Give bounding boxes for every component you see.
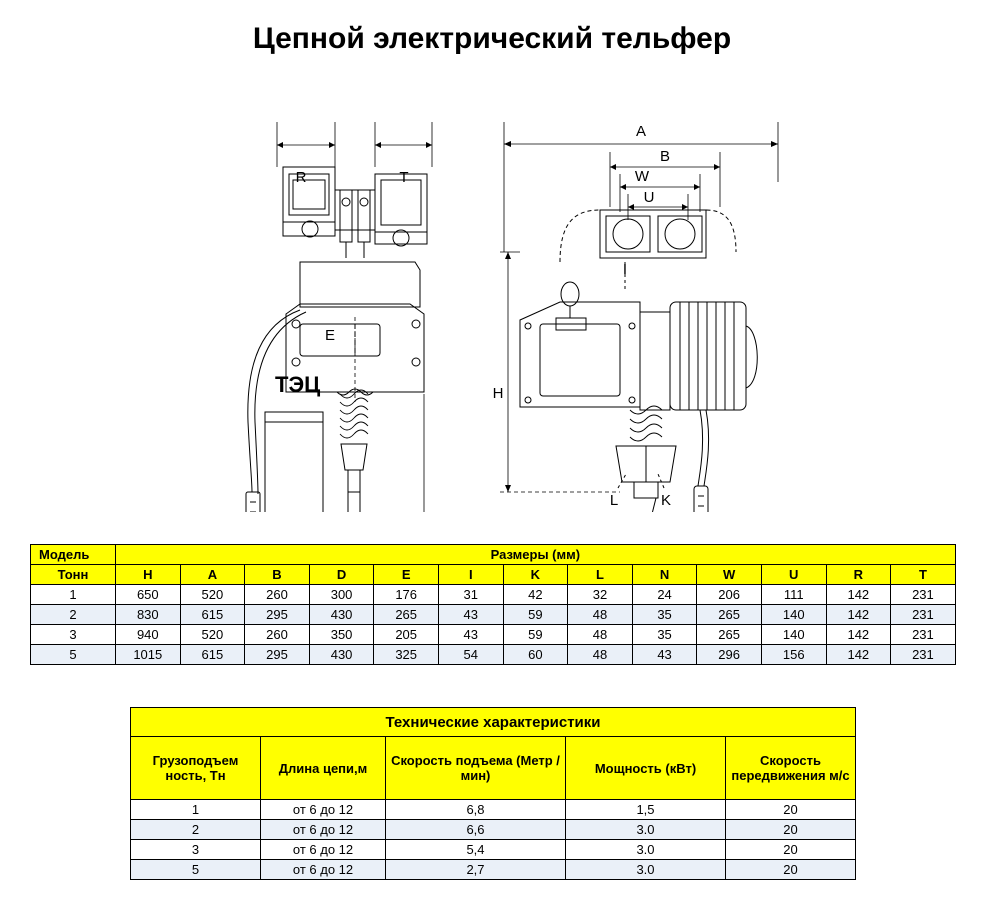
dim-col-U: U: [761, 565, 826, 585]
page-title: Цепной электрический тельфер: [252, 22, 732, 55]
dim-cell: 48: [568, 645, 633, 665]
dim-cell: 940: [116, 625, 181, 645]
dim-label-B: B: [659, 148, 671, 165]
dim-label-U: U: [643, 189, 655, 206]
dim-cell: 265: [697, 605, 762, 625]
tech-cell: 2: [131, 820, 261, 840]
dim-cell: 43: [438, 625, 503, 645]
dim-cell: 300: [309, 585, 374, 605]
dim-model-header: Модель: [31, 545, 116, 565]
tech-cell: 5: [131, 860, 261, 880]
dim-col-D: D: [309, 565, 374, 585]
dim-cell: 295: [245, 645, 310, 665]
table-row: [131, 708, 856, 737]
tech-col-chain-length: Длина цепи,м: [261, 737, 386, 800]
dim-cell: 430: [309, 605, 374, 625]
dim-cell: 35: [632, 625, 697, 645]
dim-cell: 615: [180, 605, 245, 625]
dim-cell: 205: [374, 625, 439, 645]
dim-row-model: 5: [31, 645, 116, 665]
table-row: [31, 645, 956, 665]
dim-row-model: 3: [31, 625, 116, 645]
table-row: [31, 605, 956, 625]
dim-cell: 1015: [116, 645, 181, 665]
dim-cell: 35: [632, 605, 697, 625]
device-label: ТЭЦ: [275, 372, 321, 397]
dim-cell: 59: [503, 625, 568, 645]
tech-cell: 1: [131, 800, 261, 820]
dim-H: [500, 252, 620, 492]
tech-cell: от 6 до 12: [261, 800, 386, 820]
dim-col-R: R: [826, 565, 891, 585]
dim-label-I: I: [622, 261, 628, 278]
dim-col-T: T: [891, 565, 956, 585]
dim-cell: 142: [826, 625, 891, 645]
dim-cell: 650: [116, 585, 181, 605]
dim-cell: 156: [761, 645, 826, 665]
dim-col-L: L: [568, 565, 633, 585]
dimensions-table: [30, 544, 956, 665]
tech-cell: 5,4: [386, 840, 566, 860]
tech-cell: 20: [726, 820, 856, 840]
dim-col-E: E: [374, 565, 439, 585]
dim-label-K: K: [660, 492, 672, 509]
dim-col-K: K: [503, 565, 568, 585]
dim-cell: 32: [568, 585, 633, 605]
dim-cell: 265: [374, 605, 439, 625]
table-row: [31, 545, 956, 565]
tech-cell: 1,5: [566, 800, 726, 820]
dim-label-H: H: [492, 385, 504, 402]
dim-cell: 43: [632, 645, 697, 665]
dim-row-model: 2: [31, 605, 116, 625]
dim-cell: 520: [180, 625, 245, 645]
tech-specs-table: [130, 707, 856, 880]
tech-cell: 6,8: [386, 800, 566, 820]
dim-col-H: H: [116, 565, 181, 585]
tech-cell: от 6 до 12: [261, 860, 386, 880]
dim-label-L: L: [609, 492, 619, 509]
table-row: [131, 800, 856, 820]
dim-label-W: W: [634, 168, 650, 185]
tech-col-capacity: Грузоподъем ность, Тн: [131, 737, 261, 800]
table-row: [131, 737, 856, 800]
dim-T: [375, 122, 432, 167]
tech-col-lift-speed: Скорость подъема (Метр / мин): [386, 737, 566, 800]
tech-cell: 20: [726, 860, 856, 880]
table-row: [31, 585, 956, 605]
dim-sizes-header: Размеры (мм): [116, 545, 956, 565]
dim-cell: 176: [374, 585, 439, 605]
dim-cell: 265: [697, 625, 762, 645]
dim-cell: 59: [503, 605, 568, 625]
dim-cell: 48: [568, 625, 633, 645]
dim-cell: 520: [180, 585, 245, 605]
table-row: [131, 820, 856, 840]
dim-cell: 142: [826, 585, 891, 605]
dim-cell: 430: [309, 645, 374, 665]
dim-label-A: A: [635, 123, 647, 140]
dim-cell: 615: [180, 645, 245, 665]
dim-col-B: B: [245, 565, 310, 585]
dim-cell: 231: [891, 585, 956, 605]
tech-cell: от 6 до 12: [261, 820, 386, 840]
dim-col-N: N: [632, 565, 697, 585]
table-row: [31, 565, 956, 585]
tech-col-power: Мощность (кВт): [566, 737, 726, 800]
tech-cell: 3.0: [566, 820, 726, 840]
dim-cell: 296: [697, 645, 762, 665]
dim-cell: 42: [503, 585, 568, 605]
tech-cell: 2,7: [386, 860, 566, 880]
dim-R: [277, 122, 335, 167]
drawing-svg: [0, 62, 984, 512]
tech-cell: 3.0: [566, 860, 726, 880]
dim-cell: 48: [568, 605, 633, 625]
tech-cell: от 6 до 12: [261, 840, 386, 860]
dim-cell: 295: [245, 605, 310, 625]
dim-cell: 231: [891, 625, 956, 645]
dim-cell: 111: [761, 585, 826, 605]
dim-cell: 60: [503, 645, 568, 665]
tech-cell: 20: [726, 800, 856, 820]
table-row: [131, 840, 856, 860]
dim-cell: 231: [891, 645, 956, 665]
tech-title: Технические характеристики: [131, 708, 856, 737]
table-row: [131, 860, 856, 880]
technical-drawing: [0, 62, 984, 512]
dim-cell: 142: [826, 605, 891, 625]
dim-col-I: I: [438, 565, 503, 585]
dim-cell: 24: [632, 585, 697, 605]
dim-row-model: 1: [31, 585, 116, 605]
tech-cell: 20: [726, 840, 856, 860]
tech-cell: 3.0: [566, 840, 726, 860]
dim-cell: 231: [891, 605, 956, 625]
dim-cell: 31: [438, 585, 503, 605]
dim-cell: 325: [374, 645, 439, 665]
dim-cell: 260: [245, 625, 310, 645]
dim-cell: 830: [116, 605, 181, 625]
dim-label-R: R: [295, 169, 307, 186]
dim-unit-header: Тонн: [31, 565, 116, 585]
tech-col-travel-speed: Скорость передвижения м/с: [726, 737, 856, 800]
dim-cell: 140: [761, 605, 826, 625]
dim-cell: 140: [761, 625, 826, 645]
tech-cell: 3: [131, 840, 261, 860]
table-row: [31, 625, 956, 645]
dim-cell: 206: [697, 585, 762, 605]
dim-cell: 142: [826, 645, 891, 665]
dim-label-E: E: [324, 327, 336, 344]
dim-cell: 350: [309, 625, 374, 645]
dim-cell: 43: [438, 605, 503, 625]
dim-cell: 54: [438, 645, 503, 665]
dim-col-W: W: [697, 565, 762, 585]
dim-label-T: T: [399, 169, 409, 186]
dim-col-A: A: [180, 565, 245, 585]
dim-cell: 260: [245, 585, 310, 605]
tech-cell: 6,6: [386, 820, 566, 840]
